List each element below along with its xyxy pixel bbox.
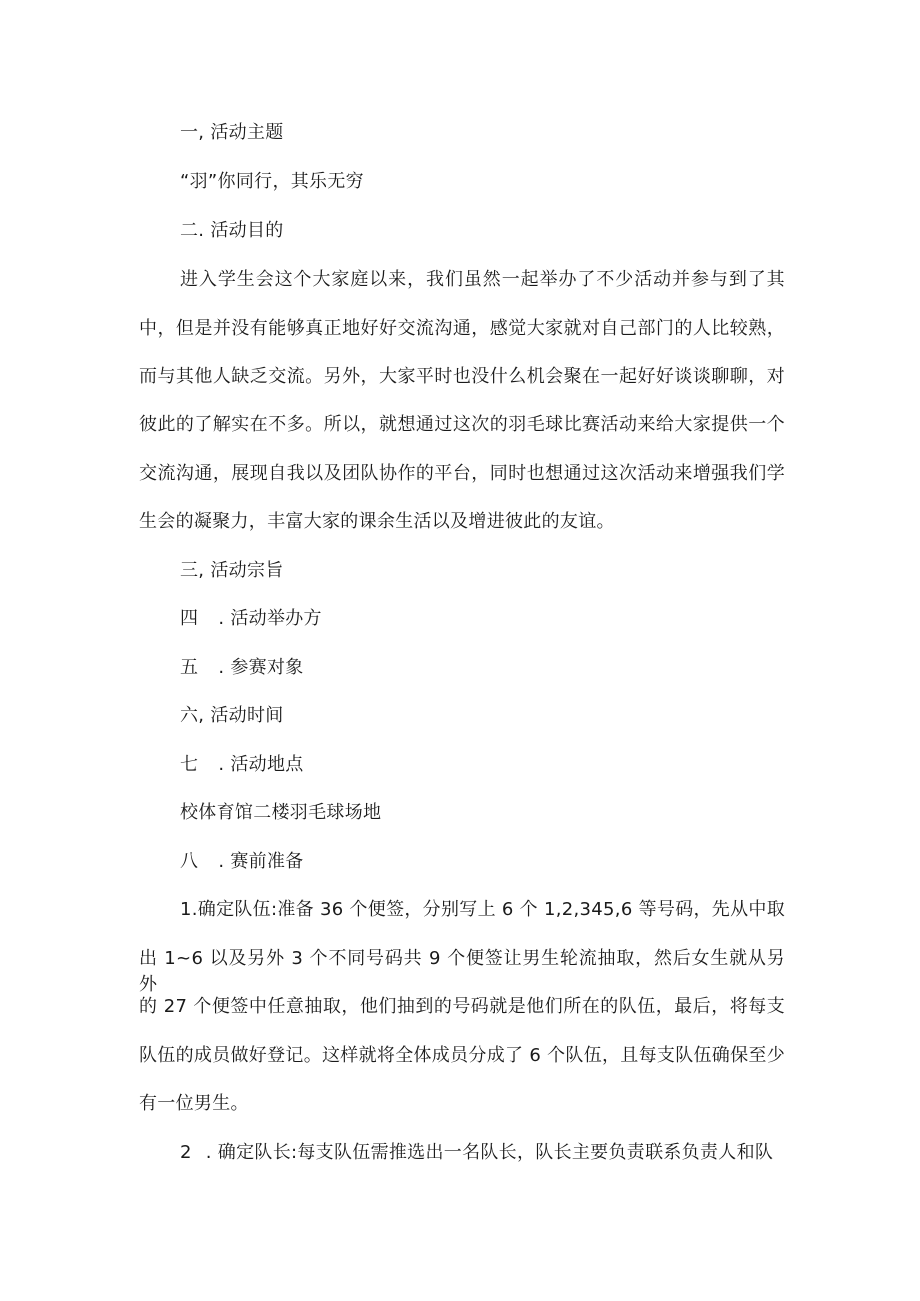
section-title: . 参赛对象 [218, 657, 304, 678]
section-8-heading [180, 849, 304, 875]
section-1-heading: 一, 活动主题 [180, 122, 284, 143]
section-2-heading: 二. 活动目的 [180, 220, 284, 241]
purpose-paragraph-line: 生会的凝聚力，丰富大家的课余生活以及增进彼此的友谊。 [139, 511, 615, 532]
section-6-heading: 六, 活动时间 [180, 705, 284, 726]
item-text: . 确定队长:每支队伍需推选出一名队长，队长主要负责联系负责人和队 [205, 1142, 774, 1163]
section-number: 四 [180, 608, 199, 629]
purpose-paragraph-line: 进入学生会这个大家庭以来，我们虽然一起举办了不少活动并参与到了其 [180, 269, 785, 290]
item-number: 2 [180, 1142, 192, 1163]
section-5-heading [180, 655, 304, 681]
purpose-paragraph-line: 交流沟通，展现自我以及团队协作的平台，同时也想通过这次活动来增强我们学 [139, 463, 785, 484]
purpose-paragraph-line: 中，但是并没有能够真正地好好交流沟通，感觉大家就对自己部门的人比较熟， [139, 318, 785, 339]
section-7-heading [180, 752, 304, 778]
section-3-heading: 三, 活动宗旨 [180, 560, 284, 581]
team-setup-line: 有一位男生。 [139, 1093, 249, 1114]
captain-item-line [180, 1140, 773, 1166]
section-title: . 活动举办方 [218, 608, 322, 629]
purpose-paragraph-line: 彼此的了解实在不多。所以，就想通过这次的羽毛球比赛活动来给大家提供一个 [139, 414, 785, 435]
section-4-heading [180, 606, 322, 632]
section-title: . 赛前准备 [218, 851, 304, 872]
purpose-paragraph-line: 而与其他人缺乏交流。另外，大家平时也没什么机会聚在一起好好谈谈聊聊，对 [139, 366, 785, 387]
team-setup-line: 出 1~6 以及另外 3 个不同号码共 9 个便签让男生轮流抽取，然后女生就从另外 [139, 948, 785, 995]
team-setup-line: 1.确定队伍:准备 36 个便签，分别写上 6 个 1,2,345,6 等号码，先从中取 [180, 899, 785, 920]
section-title: . 活动地点 [218, 754, 304, 775]
team-setup-line: 队伍的成员做好登记。这样就将全体成员分成了 6 个队伍，且每支队伍确保至少 [139, 1045, 785, 1066]
section-number: 八 [180, 851, 199, 872]
activity-theme-text: “羽”你同行，其乐无穷 [180, 171, 364, 192]
section-number: 七 [180, 754, 199, 775]
team-setup-line: 的 27 个便签中任意抽取，他们抽到的号码就是他们所在的队伍，最后，将每支 [139, 996, 785, 1017]
venue-text: 校体育馆二楼羽毛球场地 [180, 802, 382, 823]
section-number: 五 [180, 657, 199, 678]
